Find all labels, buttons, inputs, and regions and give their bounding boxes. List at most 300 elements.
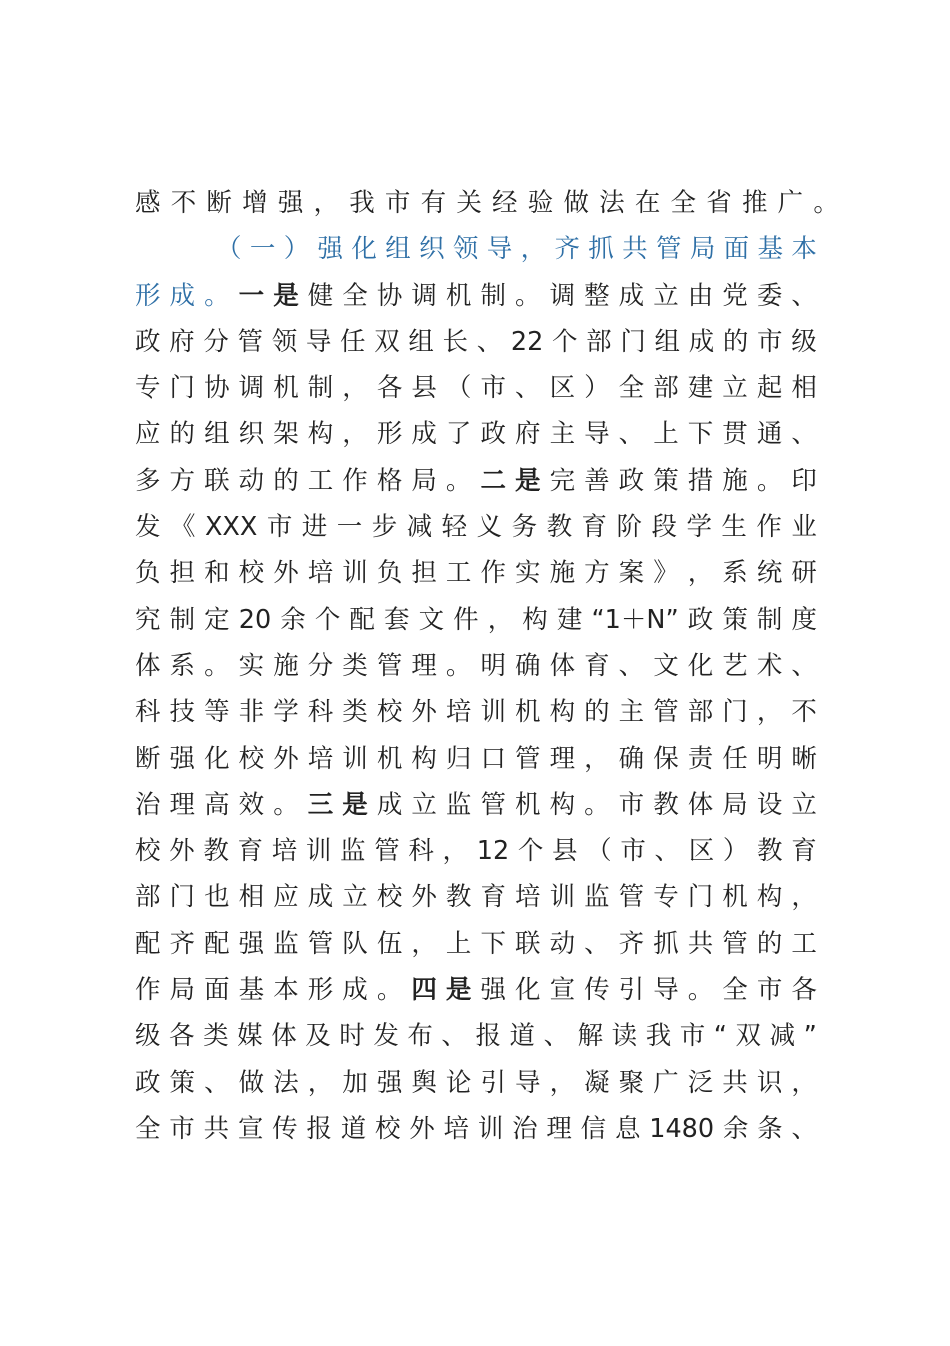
body-text: 县 [411, 373, 437, 404]
body-text: 校 [376, 697, 403, 728]
body-text: 配 [135, 928, 161, 959]
body-text: 12 [476, 836, 510, 867]
body-text: 协 [376, 280, 403, 311]
body-text: 部 [653, 373, 679, 404]
body-text: 府 [169, 326, 195, 357]
body-text: 业 [791, 512, 817, 543]
body-text: 。 [376, 975, 403, 1006]
body-text: 市 [266, 512, 293, 543]
body-text: 晰 [791, 743, 817, 774]
body-text: 监 [340, 836, 366, 867]
section-heading-text: 一 [249, 234, 276, 265]
body-text: 任 [722, 743, 748, 774]
body-text: 教 [445, 882, 472, 913]
text-line [135, 782, 817, 828]
body-text: 措 [687, 465, 714, 496]
body-text: 生 [721, 512, 747, 543]
body-text: 通 [756, 419, 783, 450]
body-text: 起 [756, 373, 783, 404]
body-text: ） [584, 373, 610, 404]
body-text: 政 [480, 419, 506, 450]
body-text: 法 [599, 188, 625, 218]
body-text: ， [442, 836, 469, 867]
body-text: 分 [203, 326, 229, 357]
body-text: 训 [549, 882, 576, 913]
text-line [135, 458, 817, 504]
body-text: 媒 [237, 1021, 263, 1052]
section-heading-text: 面 [723, 234, 750, 265]
body-text: 级 [791, 326, 817, 357]
body-text: 不 [170, 188, 197, 218]
body-text: 余 [280, 604, 306, 635]
body-text: 22 [510, 326, 544, 357]
body-text: 下 [480, 928, 506, 959]
body-text: 时 [339, 1021, 365, 1052]
body-text: 做 [238, 1067, 265, 1098]
body-text: 、 [791, 650, 817, 681]
body-text: 成 [342, 975, 368, 1006]
body-text: 立 [722, 373, 748, 404]
body-text: 增 [242, 188, 268, 218]
body-text: 工 [445, 558, 472, 589]
body-text: 艺 [722, 650, 748, 681]
body-text: 统 [756, 558, 783, 589]
body-text: 度 [791, 604, 817, 635]
body-text: 步 [371, 512, 398, 543]
body-text: 个 [552, 326, 578, 357]
body-text: 队 [342, 928, 368, 959]
body-text: 断 [206, 188, 232, 218]
body-text: 共 [203, 1113, 230, 1144]
body-text: 制 [307, 373, 334, 404]
body-text: 成 [411, 419, 437, 450]
body-text: 上 [653, 419, 679, 450]
body-text: 责 [687, 743, 714, 774]
body-text: 领 [271, 326, 298, 357]
body-text: 施 [273, 650, 299, 681]
body-text: 相 [791, 373, 817, 404]
body-text: 制 [756, 604, 783, 635]
body-text: 法 [273, 1067, 299, 1098]
body-text: 的 [169, 419, 196, 450]
body-text: 施 [549, 558, 576, 589]
body-text: 相 [238, 882, 265, 913]
body-text: 市 [384, 188, 411, 218]
section-heading-text: ） [283, 234, 310, 265]
body-text: 、 [791, 419, 817, 450]
body-text: 读 [611, 1021, 638, 1052]
body-text: 构 [549, 789, 576, 820]
body-text: 。 [687, 975, 714, 1006]
body-text: 导 [305, 326, 332, 357]
body-text: 县 [552, 836, 578, 867]
body-text: 强 [480, 975, 506, 1006]
text-line [135, 1013, 817, 1059]
text-line [135, 643, 817, 689]
body-text: 监 [584, 882, 610, 913]
body-text: 机 [722, 882, 748, 913]
body-text: 究 [135, 604, 161, 635]
body-text: “1＋N” [591, 604, 679, 635]
body-text: ” [803, 1021, 817, 1052]
body-text: 体 [549, 650, 576, 681]
section-heading-text: 成 [169, 280, 196, 311]
body-text: 阶 [616, 512, 643, 543]
body-text: 伍 [376, 928, 403, 959]
body-text: 报 [306, 1113, 332, 1144]
body-text: 架 [273, 419, 299, 450]
body-text: 建 [687, 373, 714, 404]
body-text: 术 [756, 650, 783, 681]
body-text: 协 [204, 373, 230, 404]
body-text: 报 [475, 1021, 501, 1052]
body-text: 校 [135, 836, 161, 867]
body-text: 市 [618, 789, 645, 820]
body-text: 方 [584, 558, 610, 589]
body-text: 市 [480, 373, 506, 404]
body-text: 化 [687, 650, 714, 681]
body-text: 发 [135, 512, 161, 543]
text-line [135, 411, 817, 457]
body-text: 培 [271, 836, 298, 867]
body-text: 外 [169, 836, 195, 867]
body-text: 织 [238, 419, 265, 450]
emphasis-text: 是 [342, 789, 368, 820]
body-text: 训 [342, 743, 368, 774]
body-text: 、 [543, 1021, 570, 1052]
body-text: 调 [238, 373, 265, 404]
section-heading-text: 本 [791, 234, 817, 265]
body-text: 监 [445, 789, 472, 820]
section-heading-text: （ [216, 234, 242, 265]
body-text: 套 [383, 604, 410, 635]
body-text: 作 [135, 975, 161, 1006]
body-text: 善 [584, 465, 610, 496]
body-text: 非 [238, 697, 265, 728]
text-line [135, 319, 817, 365]
body-text: 联 [204, 465, 230, 496]
body-text: 市 [757, 326, 783, 357]
body-text: 。 [273, 789, 299, 820]
body-text: 强 [169, 743, 196, 774]
body-text: 的 [722, 326, 749, 357]
body-text: 个 [314, 604, 341, 635]
body-text: 进 [301, 512, 328, 543]
body-text: 。 [813, 188, 839, 218]
body-text: 立 [653, 280, 679, 311]
body-text: 个 [517, 836, 544, 867]
body-text: 制 [169, 604, 196, 635]
body-text: 共 [722, 1067, 748, 1098]
body-text: 传 [584, 975, 610, 1006]
body-text: 机 [515, 789, 541, 820]
section-heading-text: 织 [419, 234, 445, 265]
body-text: 监 [273, 928, 299, 959]
body-text: 政 [135, 326, 161, 357]
body-text: 类 [342, 697, 368, 728]
body-text: 组 [204, 419, 230, 450]
body-text: ， [307, 1067, 334, 1098]
body-text: 、 [204, 1067, 230, 1098]
body-text: 、 [584, 928, 610, 959]
body-text: 外 [273, 743, 299, 774]
body-text: 市 [756, 975, 783, 1006]
section-heading-text: ， [520, 234, 547, 265]
body-text: 整 [584, 280, 610, 311]
body-text: 培 [515, 882, 541, 913]
section-heading-text: 化 [351, 234, 377, 265]
body-text: ， [756, 697, 783, 728]
section-heading-text: 强 [317, 234, 344, 265]
body-text: 的 [584, 697, 610, 728]
body-text: 。 [204, 650, 230, 681]
section-heading-text: 导 [486, 234, 513, 265]
body-text: 训 [477, 1113, 504, 1144]
section-heading-text: 管 [655, 234, 682, 265]
emphasis-text: 是 [273, 280, 299, 311]
body-text: 段 [651, 512, 677, 543]
body-text: 高 [204, 789, 230, 820]
body-text: 构 [549, 697, 576, 728]
body-text: ， [549, 1067, 576, 1098]
body-text: 门 [722, 697, 748, 728]
body-text: 。 [756, 465, 783, 496]
body-text: 育 [791, 836, 817, 867]
body-text: 推 [741, 188, 768, 218]
body-text: 道 [340, 1113, 367, 1144]
body-text: 管 [376, 650, 403, 681]
emphasis-text: 是 [515, 465, 541, 496]
body-text: 健 [307, 280, 334, 311]
body-text: 外 [411, 882, 437, 913]
body-text: XXX [204, 512, 258, 543]
section-heading-text: 组 [385, 234, 411, 265]
body-text: 引 [618, 975, 645, 1006]
body-text: 立 [342, 882, 368, 913]
text-line [135, 365, 817, 411]
body-text: 门 [169, 373, 196, 404]
body-text: 区 [688, 836, 715, 867]
body-text: 管 [480, 789, 506, 820]
body-text: 培 [307, 743, 334, 774]
body-text: 担 [169, 558, 196, 589]
body-text: 了 [445, 419, 472, 450]
body-text: ， [342, 373, 368, 404]
text-line [135, 967, 817, 1013]
body-text: ， [791, 1067, 817, 1098]
body-text: 实 [515, 558, 541, 589]
body-text: 印 [791, 465, 817, 496]
body-text: 传 [272, 1113, 298, 1144]
body-text: 动 [549, 928, 576, 959]
body-text: 、 [476, 326, 503, 357]
body-text: 泛 [687, 1067, 714, 1098]
body-text: 我 [349, 188, 375, 218]
emphasis-text: 三 [307, 789, 334, 820]
body-text: 任 [340, 326, 366, 357]
body-text: 联 [515, 928, 541, 959]
body-text: （ [445, 373, 472, 404]
body-text: 口 [480, 743, 506, 774]
body-text: 政 [687, 604, 714, 635]
body-text: 减 [769, 1021, 796, 1052]
body-text: “ [713, 1021, 728, 1052]
body-text: ） [722, 836, 749, 867]
text-line [135, 874, 817, 920]
body-text: 训 [305, 836, 332, 867]
body-text: 由 [687, 280, 714, 311]
body-text: 的 [756, 928, 783, 959]
body-text: 类 [342, 650, 368, 681]
body-text: 作 [342, 465, 368, 496]
body-text: 委 [756, 280, 783, 311]
body-text: 体 [135, 650, 161, 681]
body-text: 机 [273, 373, 299, 404]
body-text: 1480 [649, 1113, 715, 1144]
body-text: 部 [687, 697, 714, 728]
body-text: 方 [169, 465, 196, 496]
body-text: 构 [522, 604, 548, 635]
text-line [135, 1060, 817, 1106]
body-text: 导 [653, 975, 679, 1006]
body-text: 设 [756, 789, 783, 820]
body-text: 全 [618, 373, 645, 404]
body-text: 管 [237, 326, 264, 357]
body-text: 20 [238, 604, 272, 635]
body-text: 宣 [237, 1113, 264, 1144]
body-text: 也 [204, 882, 230, 913]
body-text: 成 [618, 280, 645, 311]
body-text: 一 [336, 512, 363, 543]
body-text: 育 [237, 836, 264, 867]
body-text: 感 [135, 188, 161, 218]
body-text: 布 [407, 1021, 433, 1052]
body-text: 本 [273, 975, 299, 1006]
body-text: 校 [238, 743, 265, 774]
emphasis-text: 是 [445, 975, 472, 1006]
body-text: 校 [374, 1113, 401, 1144]
body-text: 案 [618, 558, 645, 589]
body-text: 专 [653, 882, 679, 913]
body-text: 验 [527, 188, 554, 218]
body-text: 长 [442, 326, 469, 357]
body-text: 作 [480, 558, 506, 589]
section-heading-text: 基 [757, 234, 784, 265]
text-line [135, 828, 817, 874]
body-text: 培 [443, 1113, 470, 1144]
body-text: 体 [271, 1021, 297, 1052]
body-text: 系 [169, 650, 196, 681]
text-line [135, 180, 839, 226]
body-text: 上 [445, 928, 472, 959]
body-text: 导 [584, 419, 610, 450]
body-text: 局 [169, 975, 196, 1006]
body-text: 门 [687, 882, 714, 913]
body-text: 区 [549, 373, 576, 404]
body-text: 外 [411, 697, 437, 728]
body-text: 文 [418, 604, 445, 635]
body-text: 全 [670, 188, 697, 218]
body-text: 有 [420, 188, 447, 218]
body-text: 担 [411, 558, 437, 589]
body-text: 做 [563, 188, 589, 218]
body-text: 齐 [618, 928, 645, 959]
body-text: 共 [687, 928, 714, 959]
body-text: 引 [480, 1067, 506, 1098]
body-text: 导 [515, 1067, 541, 1098]
text-line [135, 689, 817, 735]
body-text: 强 [376, 1067, 403, 1098]
body-text: 。 [515, 280, 541, 311]
body-text: 负 [376, 558, 403, 589]
body-text: 成 [376, 789, 403, 820]
body-text: 工 [307, 465, 334, 496]
body-text: ， [584, 743, 610, 774]
body-text: 贯 [722, 419, 748, 450]
body-text: 件 [453, 604, 479, 635]
body-text: 强 [277, 188, 304, 218]
body-text: 、 [618, 419, 645, 450]
body-text: 识 [756, 1067, 783, 1098]
body-text: 作 [756, 512, 782, 543]
text-line [135, 921, 817, 967]
body-text: 关 [456, 188, 482, 218]
body-text: 技 [169, 697, 196, 728]
body-text: 不 [791, 697, 817, 728]
body-text: 解 [577, 1021, 604, 1052]
document-body [135, 180, 839, 1152]
body-text: 外 [273, 558, 299, 589]
body-text: 市 [620, 836, 646, 867]
body-text: 减 [406, 512, 433, 543]
body-text: 化 [515, 975, 541, 1006]
body-text: 门 [169, 882, 196, 913]
body-text: 明 [480, 650, 506, 681]
body-text: 培 [445, 697, 472, 728]
body-text: 外 [409, 1113, 435, 1144]
body-text: 分 [307, 650, 334, 681]
body-text: 研 [791, 558, 817, 589]
body-text: 在 [634, 188, 661, 218]
body-text: 抓 [653, 928, 679, 959]
body-text: 管 [307, 928, 334, 959]
body-text: 及 [305, 1021, 331, 1052]
section-heading-text: 。 [204, 280, 230, 311]
body-text: 、 [654, 836, 681, 867]
body-text: 主 [549, 419, 576, 450]
body-text: 构 [411, 743, 437, 774]
body-text: ， [791, 882, 817, 913]
text-line [135, 597, 817, 643]
body-text: 实 [238, 650, 265, 681]
body-text: 教 [757, 836, 783, 867]
body-text: 息 [614, 1113, 641, 1144]
body-text: 、 [515, 373, 541, 404]
body-text: 格 [376, 465, 403, 496]
body-text: 机 [515, 697, 541, 728]
body-text: 府 [515, 419, 541, 450]
body-text: 聚 [618, 1067, 645, 1098]
body-text: 科 [135, 697, 161, 728]
body-text: 理 [549, 743, 576, 774]
body-text: ， [687, 558, 714, 589]
body-text: 省 [706, 188, 732, 218]
body-text: 保 [653, 743, 679, 774]
body-text: ， [313, 188, 340, 218]
body-text: 确 [515, 650, 541, 681]
body-text: 组 [408, 326, 434, 357]
text-line [135, 504, 817, 550]
